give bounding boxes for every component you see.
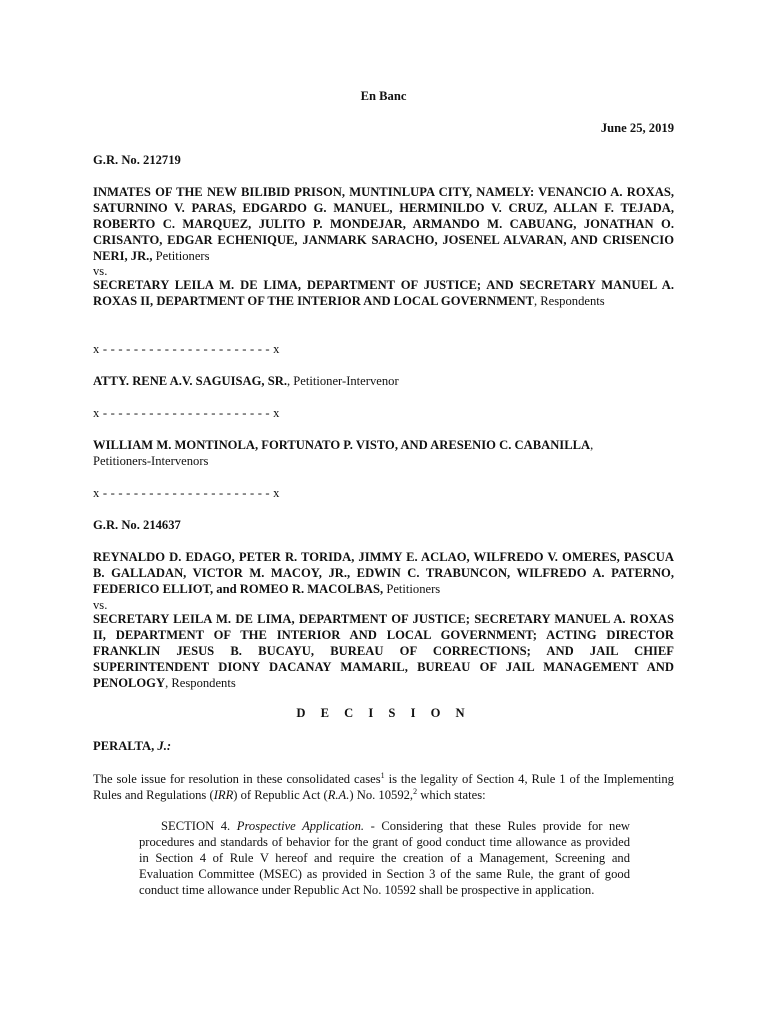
case2-respondents-names: SECRETARY LEILA M. DE LIMA, DEPARTMENT OF JUSTICE; SECRETARY MANUEL A. ROXAS II, DEPARTMENT OF THE INTERIOR AND LOCAL GOVERNMENT; ACTING DIRECTOR FRANKLIN JESUS B. BUCAYU, BUREAU OF CORRECTIONS; AND JAIL CHIEF SUPERINTENDENT DIONY DACANAY MAMARIL, BUREAU OF JAIL MANAGEMENT AND PENOLOGY: [93, 612, 674, 690]
quoted-section: [139, 818, 630, 898]
case1-petitioners: [93, 184, 674, 264]
case-number-1-label: G.R. No. 212719: [93, 153, 181, 167]
decision-heading: [93, 705, 674, 721]
intervenor-2-names: WILLIAM M. MONTINOLA, FORTUNATO P. VISTO, AND ARESENIO C. CABANILLA: [93, 438, 591, 452]
decision-heading-label: D E C I S I O N: [296, 706, 471, 720]
intervenor-2-role: Petitioners-Intervenors: [93, 454, 209, 468]
case1-petitioners-role: Petitioners: [152, 249, 210, 263]
case-number-2-label: G.R. No. 214637: [93, 518, 181, 532]
case1-respondents-names: SECRETARY LEILA M. DE LIMA, DEPARTMENT OF JUSTICE; AND SECRETARY MANUEL A. ROXAS II, DEPARTMENT OF THE INTERIOR AND LOCAL GOVERNMENT: [93, 278, 674, 308]
case2-petitioners-role: Petitioners: [383, 582, 441, 596]
ponente-title: J.:: [157, 739, 172, 753]
case1-respondents-role: , Respondents: [533, 294, 605, 308]
intervenor-1: [93, 373, 674, 389]
quote-section-text: - Considering that these Rules provide for new procedures and standards of behavior for the grant of good conduct time allowance as provided in Section 4 of Rule V hereof and require the creation of a Management, Screening and Evaluation Committee (MSEC) as provided in Section 3 of the same Rule, the grant of good conduct time allowance under Republic Act No. 10592 shall be prospective in application.: [139, 819, 631, 897]
case2-respondents: [93, 611, 674, 691]
case-number-2: [93, 517, 674, 533]
case1-vs-label: vs.: [93, 264, 108, 278]
intervenor-1-role: , Petitioner-Intervenor: [286, 374, 399, 388]
body-paragraph-1: [93, 771, 674, 803]
case2-vs-label: vs.: [93, 598, 108, 612]
case1-petitioners-names: INMATES OF THE NEW BILIBID PRISON, MUNTINLUPA CITY, NAMELY: VENANCIO A. ROXAS, SATURNINO V. PARAS, EDGARDO G. MANUEL, HERMINILDO V. CRUZ, ALLAN F. TEJADA, ROBERTO C. MARQUEZ, JULITO P. MONDEJAR, ARMANDO M. CABUANG, JONATHAN O. CRISANTO, EDGAR ECHENIQUE, JANMARK SARACHO, JOSENEL ALVARAN, AND CRISENCIO NERI, JR.,: [93, 185, 674, 263]
case-number-1: [93, 152, 674, 168]
body-text-d: ) No. 10592,: [349, 788, 414, 802]
quote-section-title: Prospective Application.: [236, 819, 365, 833]
court-division: [93, 88, 674, 104]
case2-respondents-role: , Respondents: [165, 676, 236, 690]
body-text-e: which states:: [417, 788, 486, 802]
intervenor-1-name: ATTY. RENE A.V. SAGUISAG, SR.: [93, 374, 287, 388]
body-text-b: is the legality of Section 4, Rule 1 of the Implementing Rules and Regulations (: [93, 772, 674, 802]
case1-respondents: [93, 277, 674, 309]
separator-3: x - - - - - - - - - - - - - - - - - - - - - - x: [93, 486, 280, 500]
case2-petitioners: [93, 549, 674, 597]
quote-section-label: SECTION 4.: [161, 819, 237, 833]
decision-date-label: June 25, 2019: [600, 121, 674, 135]
ponente: [93, 738, 674, 754]
body-text-c: ) of Republic Act (: [233, 788, 328, 802]
separator-2: x - - - - - - - - - - - - - - - - - - - - - - x: [93, 406, 280, 420]
body-irr: IRR: [213, 788, 234, 802]
footnote-1: 1: [380, 770, 385, 780]
intervenor-2-comma: ,: [590, 438, 594, 452]
separator-1: x - - - - - - - - - - - - - - - - - - - - - - x: [93, 342, 280, 356]
body-ra: R.A.: [327, 788, 350, 802]
decision-date: [93, 120, 674, 136]
case2-petitioners-names: REYNALDO D. EDAGO, PETER R. TORIDA, JIMMY E. ACLAO, WILFREDO V. OMERES, PASCUA B. GALLADAN, VICTOR M. MACOY, JR., EDWIN C. TRABUNCON, WILFREDO A. PATERNO, FEDERICO ELLIOT, and ROMEO R. MACOLBAS,: [93, 550, 674, 596]
intervenor-2: [93, 437, 674, 469]
ponente-name: PERALTA,: [93, 739, 158, 753]
court-division-label: En Banc: [360, 89, 407, 103]
footnote-2: 2: [413, 786, 418, 796]
body-text-a: The sole issue for resolution in these consolidated cases: [93, 772, 381, 786]
